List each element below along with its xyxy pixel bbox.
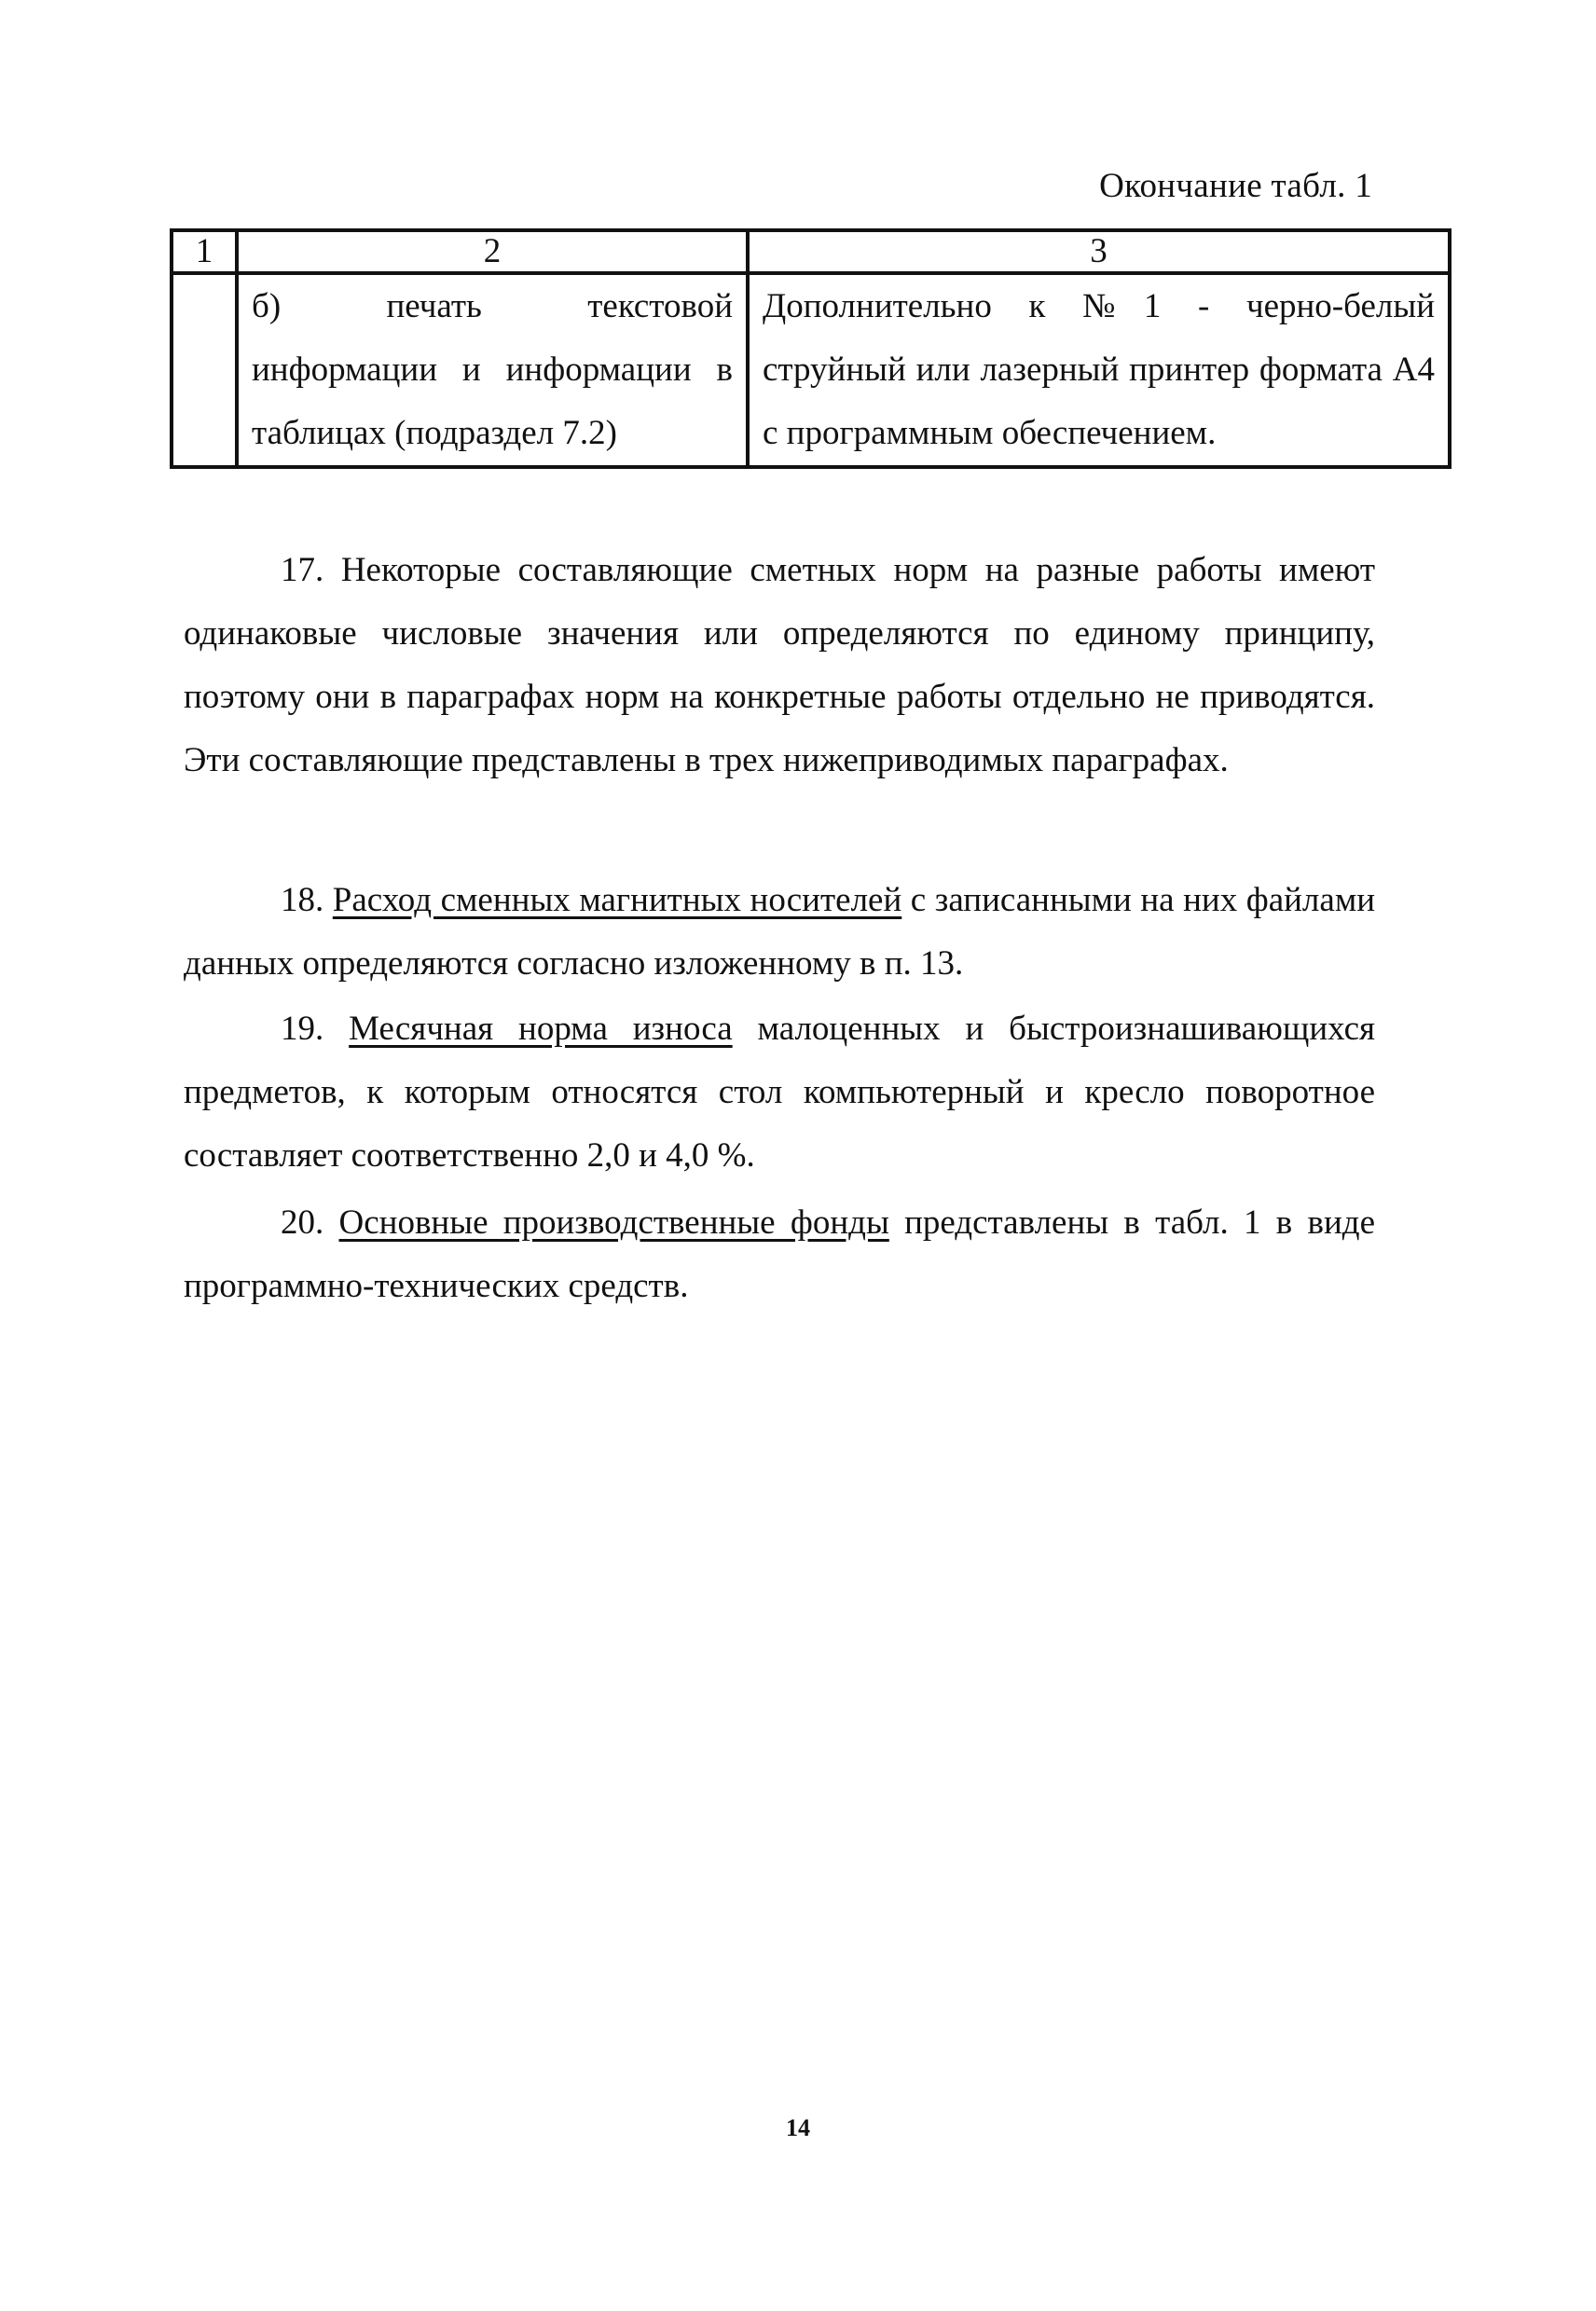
paragraph-17 (184, 539, 1375, 792)
table-caption: Окончание табл. 1 (1099, 167, 1372, 205)
table-header-row (172, 230, 1450, 273)
paragraph-20 (184, 1191, 1375, 1318)
paragraph-term-underlined: Расход сменных магнитных носителей (332, 881, 902, 919)
table-header-cell: 1 (172, 230, 237, 273)
paragraph-text: представлены в табл. 1 в виде программно-технических средств. (184, 1204, 1375, 1305)
table-header-cell: 3 (748, 230, 1450, 273)
page-number: 14 (786, 2114, 810, 2141)
paragraph-term-underlined: Основные производственные фонды (338, 1204, 889, 1242)
paragraph-number: 20. (281, 1204, 324, 1242)
table-cell-function-text: б) печать текстовой информации и информации в таблицах (подраздел 7.2) (252, 287, 733, 452)
continuation-table (170, 228, 1452, 469)
paragraph-text: Некоторые составляющие сметных норм на разные работы имеют одинаковые числовые значения или определяются по единому принципу, поэтому они в параграфах норм на конкретные работы отдельно не приводятся. Эти составляющие представлены в трех нижеприводимых параграфах. (184, 551, 1376, 779)
paragraph-number: 17. (281, 551, 324, 589)
paragraph-number: 18. (281, 881, 324, 919)
paragraph-number: 19. (281, 1010, 324, 1048)
table-cell-equipment-text: Дополнительно к №1 - черно-белый струйный или лазерный принтер формата А4 с программным обеспечением. (763, 287, 1435, 452)
table-header-cell: 2 (237, 230, 748, 273)
table-cell-function (237, 273, 748, 467)
table-cell-number (172, 273, 237, 467)
paragraph-text: с записанными на них файлами данных определяются согласно изложенному в п. 13. (184, 881, 1376, 983)
table-row (172, 273, 1450, 467)
paragraph-19 (184, 997, 1375, 1188)
paragraph-term-underlined: Месячная норма износа (349, 1010, 733, 1048)
table-cell-equipment (748, 273, 1450, 467)
paragraph-text: малоценных и быстроизнашивающихся предметов, к которым относятся стол компьютерный и кресло поворотное составляет соответственно 2,0 и 4,0 %. (184, 1010, 1376, 1175)
paragraph-18 (184, 869, 1375, 996)
